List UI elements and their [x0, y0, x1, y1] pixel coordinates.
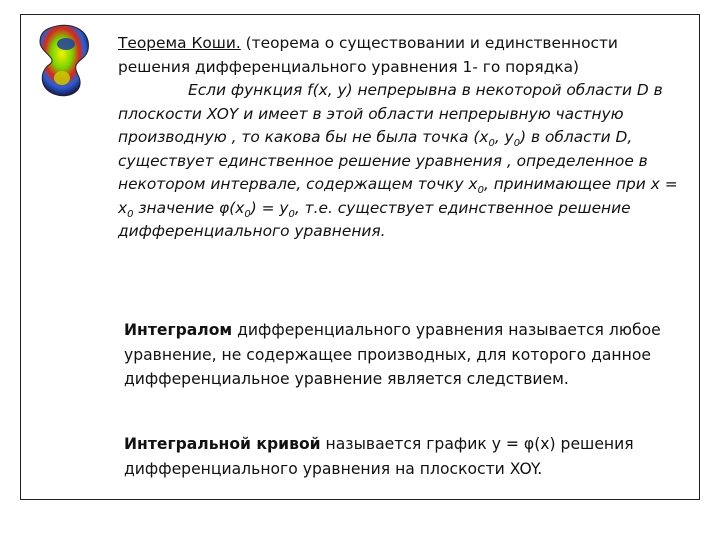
- integral-definition: [124, 318, 684, 392]
- curve-term-2: кривой: [250, 435, 321, 453]
- theorem-subtitle: (теорема о существовании и единственности решения дифференциального уравнения 1- го порядка): [118, 34, 618, 76]
- curve-text: называется график y = φ(x) решения дифференциального уравнения на плоскости XOY.: [124, 435, 634, 478]
- integral-term: Интегралом: [124, 321, 233, 339]
- integral-curve-definition: [124, 432, 684, 481]
- cauchy-theorem-block: [118, 32, 688, 244]
- theorem-statement: Если функция f(x, y) непрерывна в некоторой области D в плоскости XOY и имеет в этой области непрерывную частную производную , то какова бы не была точка ($x_0$, $y_0$) в области D, существует единственное решение уравнения , определенное в некотором интервале, содержащем точку $x_0$, принимающее при $x = x_0$ значение $\varphi(x_0) = y_0$, т.е. существует единственное решение дифференциального уравнения.: [118, 81, 678, 240]
- integral-text: дифференциального уравнения называется любое уравнение, не содержащее производных, для которого данное дифференциальное уравнение является следствием.: [124, 321, 661, 388]
- klein-surface-logo-icon: [30, 20, 100, 100]
- theorem-title: Теорема Коши.: [118, 34, 241, 52]
- curve-term-1: Интегральной: [124, 435, 251, 453]
